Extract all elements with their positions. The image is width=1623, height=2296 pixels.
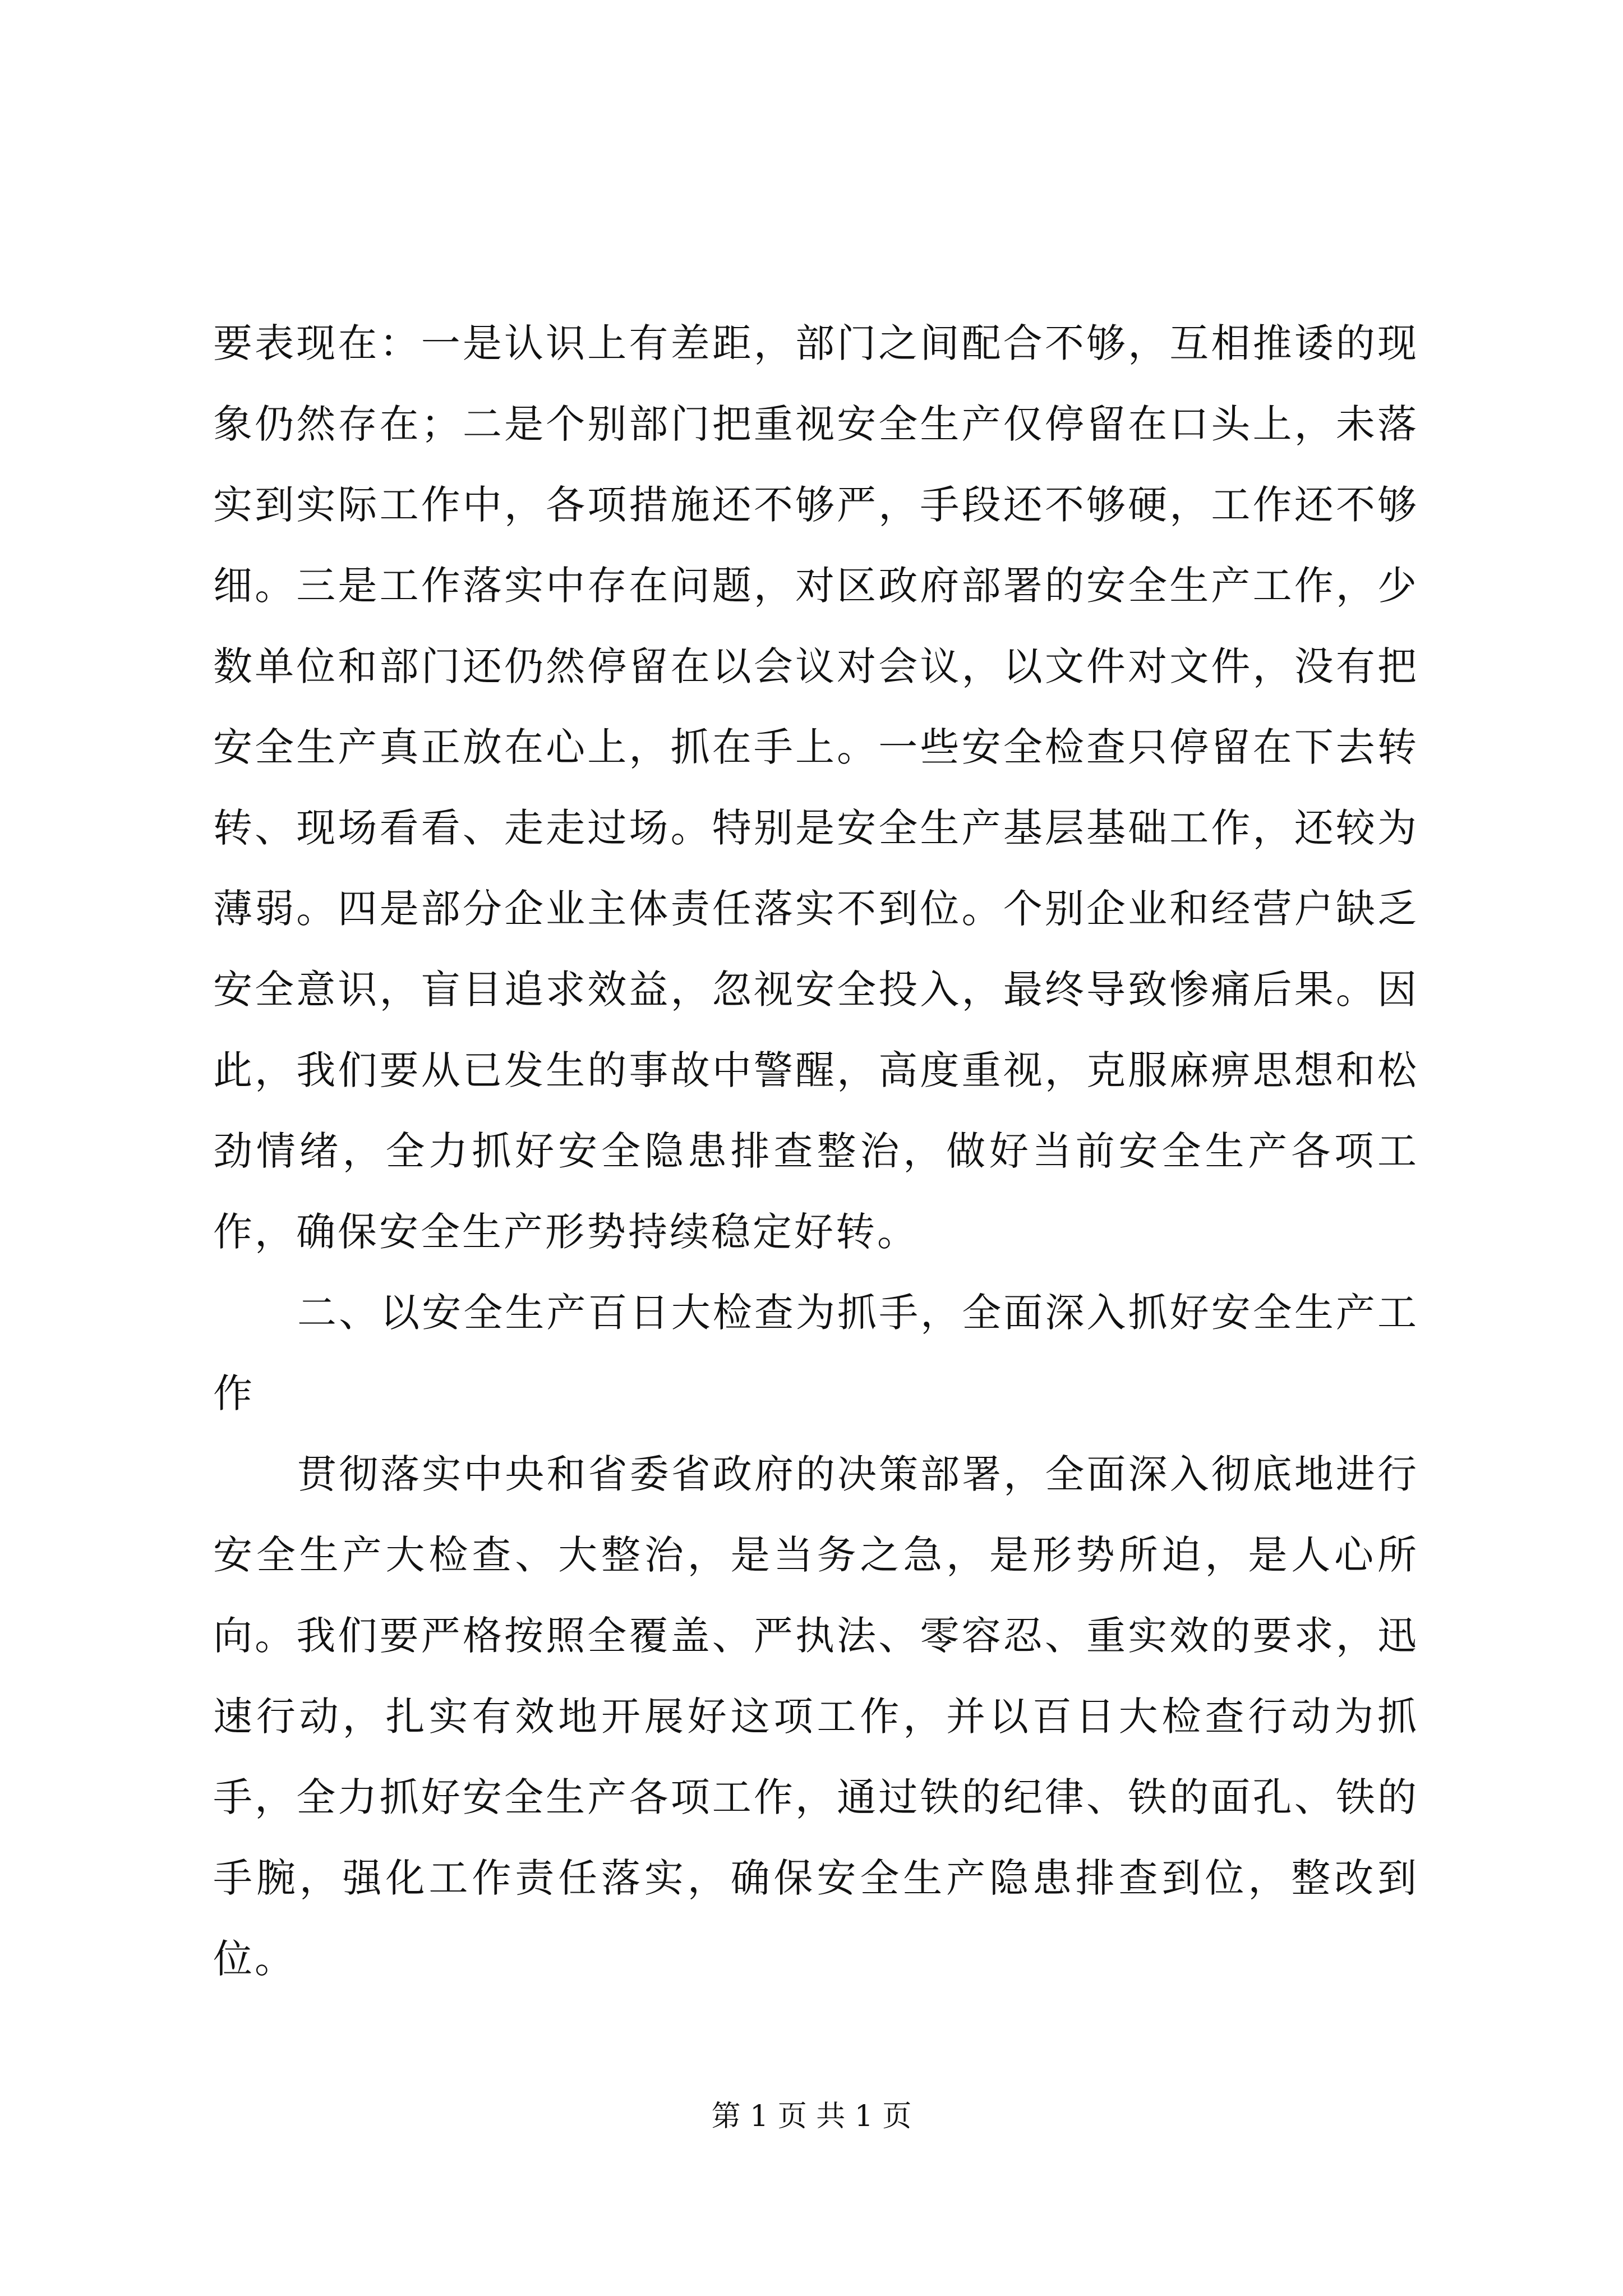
document-body xyxy=(213,303,1419,1999)
page-footer: 第 1 页 共 1 页 xyxy=(711,2100,912,2133)
paragraph-continuation: 要表现在：一是认识上有差距，部门之间配合不够，互相推诿的现象仍然存在；二是个别部门把重视安全生产仅停留在口头上，未落实到实际工作中，各项措施还不够严，手段还不够硬，工作还不够细。三是工作落实中存在问题，对区政府部署的安全生产工作，少数单位和部门还仍然停留在以会议对会议，以文件对文件，没有把安全生产真正放在心上，抓在手上。一些安全检查只停留在下去转转、现场看看、走走过场。特别是安全生产基层基础工作，还较为薄弱。四是部分企业主体责任落实不到位。个别企业和经营户缺乏安全意识，盲目追求效益，忽视安全投入，最终导致惨痛后果。因此，我们要从已发生的事故中警醒，高度重视，克服麻痹思想和松劲情绪，全力抓好安全隐患排查整治，做好当前安全生产各项工作，确保安全生产形势持续稳定好转。 xyxy=(213,320,1419,1255)
paragraph-body: 贯彻落实中央和省委省政府的决策部署，全面深入彻底地进行安全生产大检查、大整治，是当务之急，是形势所迫，是人心所向。我们要严格按照全覆盖、严执法、零容忍、重实效的要求，迅速行动，扎实有效地开展好这项工作，并以百日大检查行动为抓手，全力抓好安全生产各项工作，通过铁的纪律、铁的面孔、铁的手腕，强化工作责任落实，确保安全生产隐患排查到位，整改到位。 xyxy=(213,1451,1419,1982)
section-heading: 二、以安全生产百日大检查为抓手，全面深入抓好安全生产工作 xyxy=(213,1290,1419,1416)
